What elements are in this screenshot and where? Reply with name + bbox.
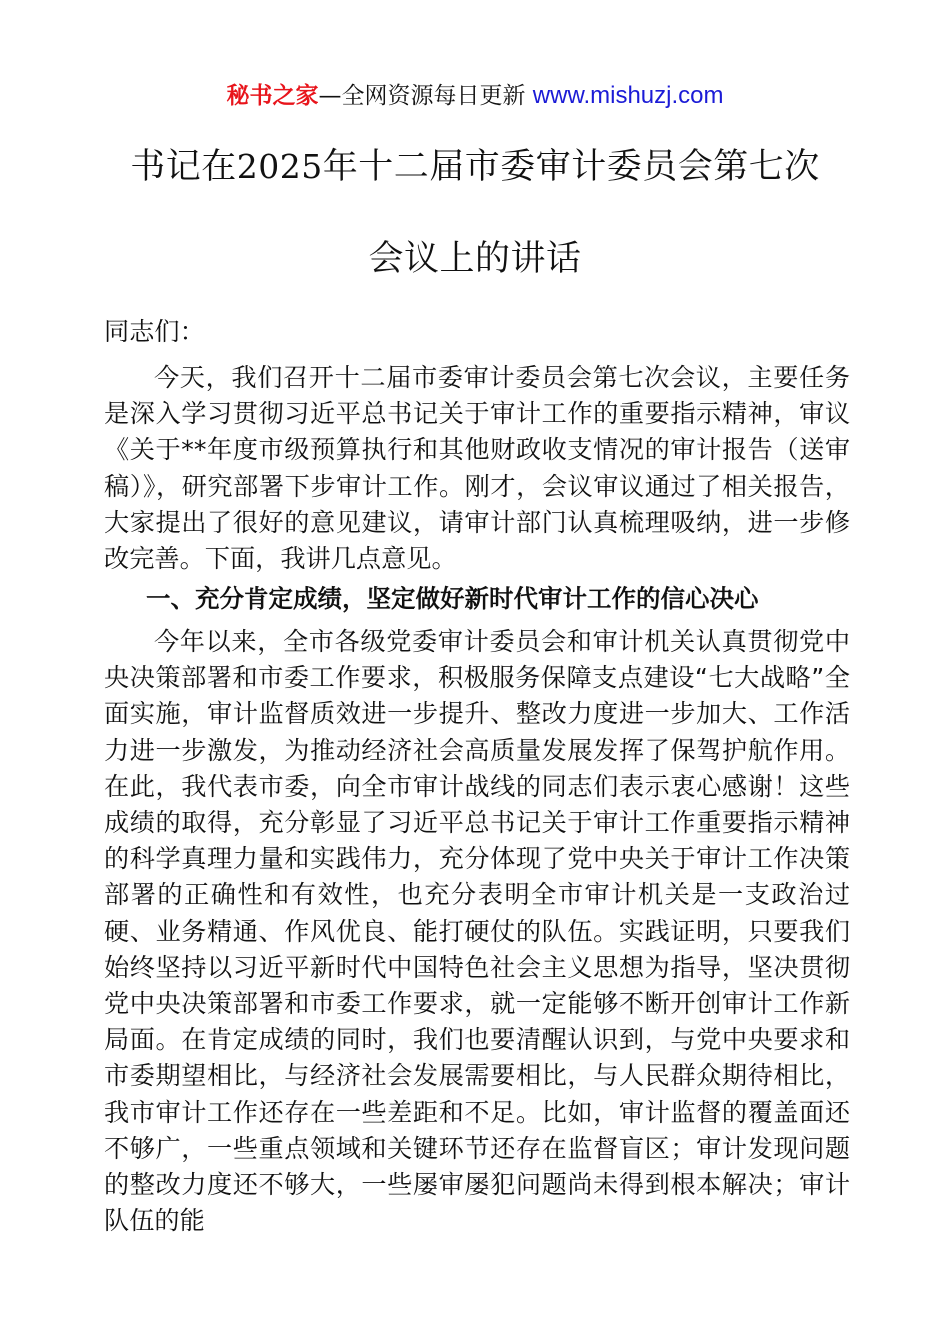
paragraph-opening: 今天，我们召开十二届市委审计委员会第七次会议，主要任务是深入学习贯彻习近平总书记关于审计工作的重要指示精神，审议《关于**年度市级预算执行和其他财政收支情况的审计报告（送审稿）》，研究部署下步审计工作。刚才，会议审议通过了相关报告，大家提出了很好的意见建议，请审计部门认真梳理吸纳，进一步修改完善。下面，我讲几点意见。 xyxy=(104,363,850,574)
title-year: 2025 xyxy=(236,147,323,186)
paragraph-achievements: 今年以来，全市各级党委审计委员会和审计机关认真贯彻党中央决策部署和市委工作要求，积极服务保障支点建设“七大战略”全面实施，审计监督质效进一步提升、整改力度进一步加大、工作活力进一步激发，为推动经济社会高质量发展发挥了保驾护航作用。在此，我代表市委，向全市审计战线的同志们表示衷心感谢！这些成绩的取得，充分彰显了习近平总书记关于审计工作重要指示精神的科学真理力量和实践伟力，充分体现了党中央关于审计工作决策部署的正确性和有效性，也充分表明全市审计机关是一支政治过硬、业务精通、作风优良、能打硬仗的队伍。实践证明，只要我们始终坚持以习近平新时代中国特色社会主义思想为指导，坚决贯彻党中央决策部署和市委工作要求，就一定能够不断开创审计工作新局面。在肯定成绩的同时，我们也要清醒认识到，与党中央要求和市委期望相比，与经济社会发展需要相比，与人民群众期待相比，我市审计工作还存在一些差距和不足。比如，审计监督的覆盖面还不够广，一些重点领域和关键环节还存在监督盲区；审计发现问题的整改力度还不够大，一些屡审屡犯问题尚未得到根本解决；审计队伍的能 xyxy=(104,627,850,1236)
banner-tagline: —全网资源每日更新 xyxy=(318,83,526,109)
site-banner xyxy=(0,80,950,112)
title-prefix: 书记在 xyxy=(130,147,237,187)
brand-name: 秘书之家 xyxy=(226,83,319,109)
salutation: 同志们： xyxy=(104,317,205,346)
title-suffix: 年十二届市委审计委员会第七次 xyxy=(322,147,820,187)
document-title-line2: 会议上的讲话 xyxy=(368,239,582,279)
site-url-link[interactable]: www.mishuzj.com xyxy=(532,82,724,109)
section-heading-1: 一、充分肯定成绩，坚定做好新时代审计工作的信心决心 xyxy=(146,584,759,613)
document-title-line1 xyxy=(60,144,890,190)
